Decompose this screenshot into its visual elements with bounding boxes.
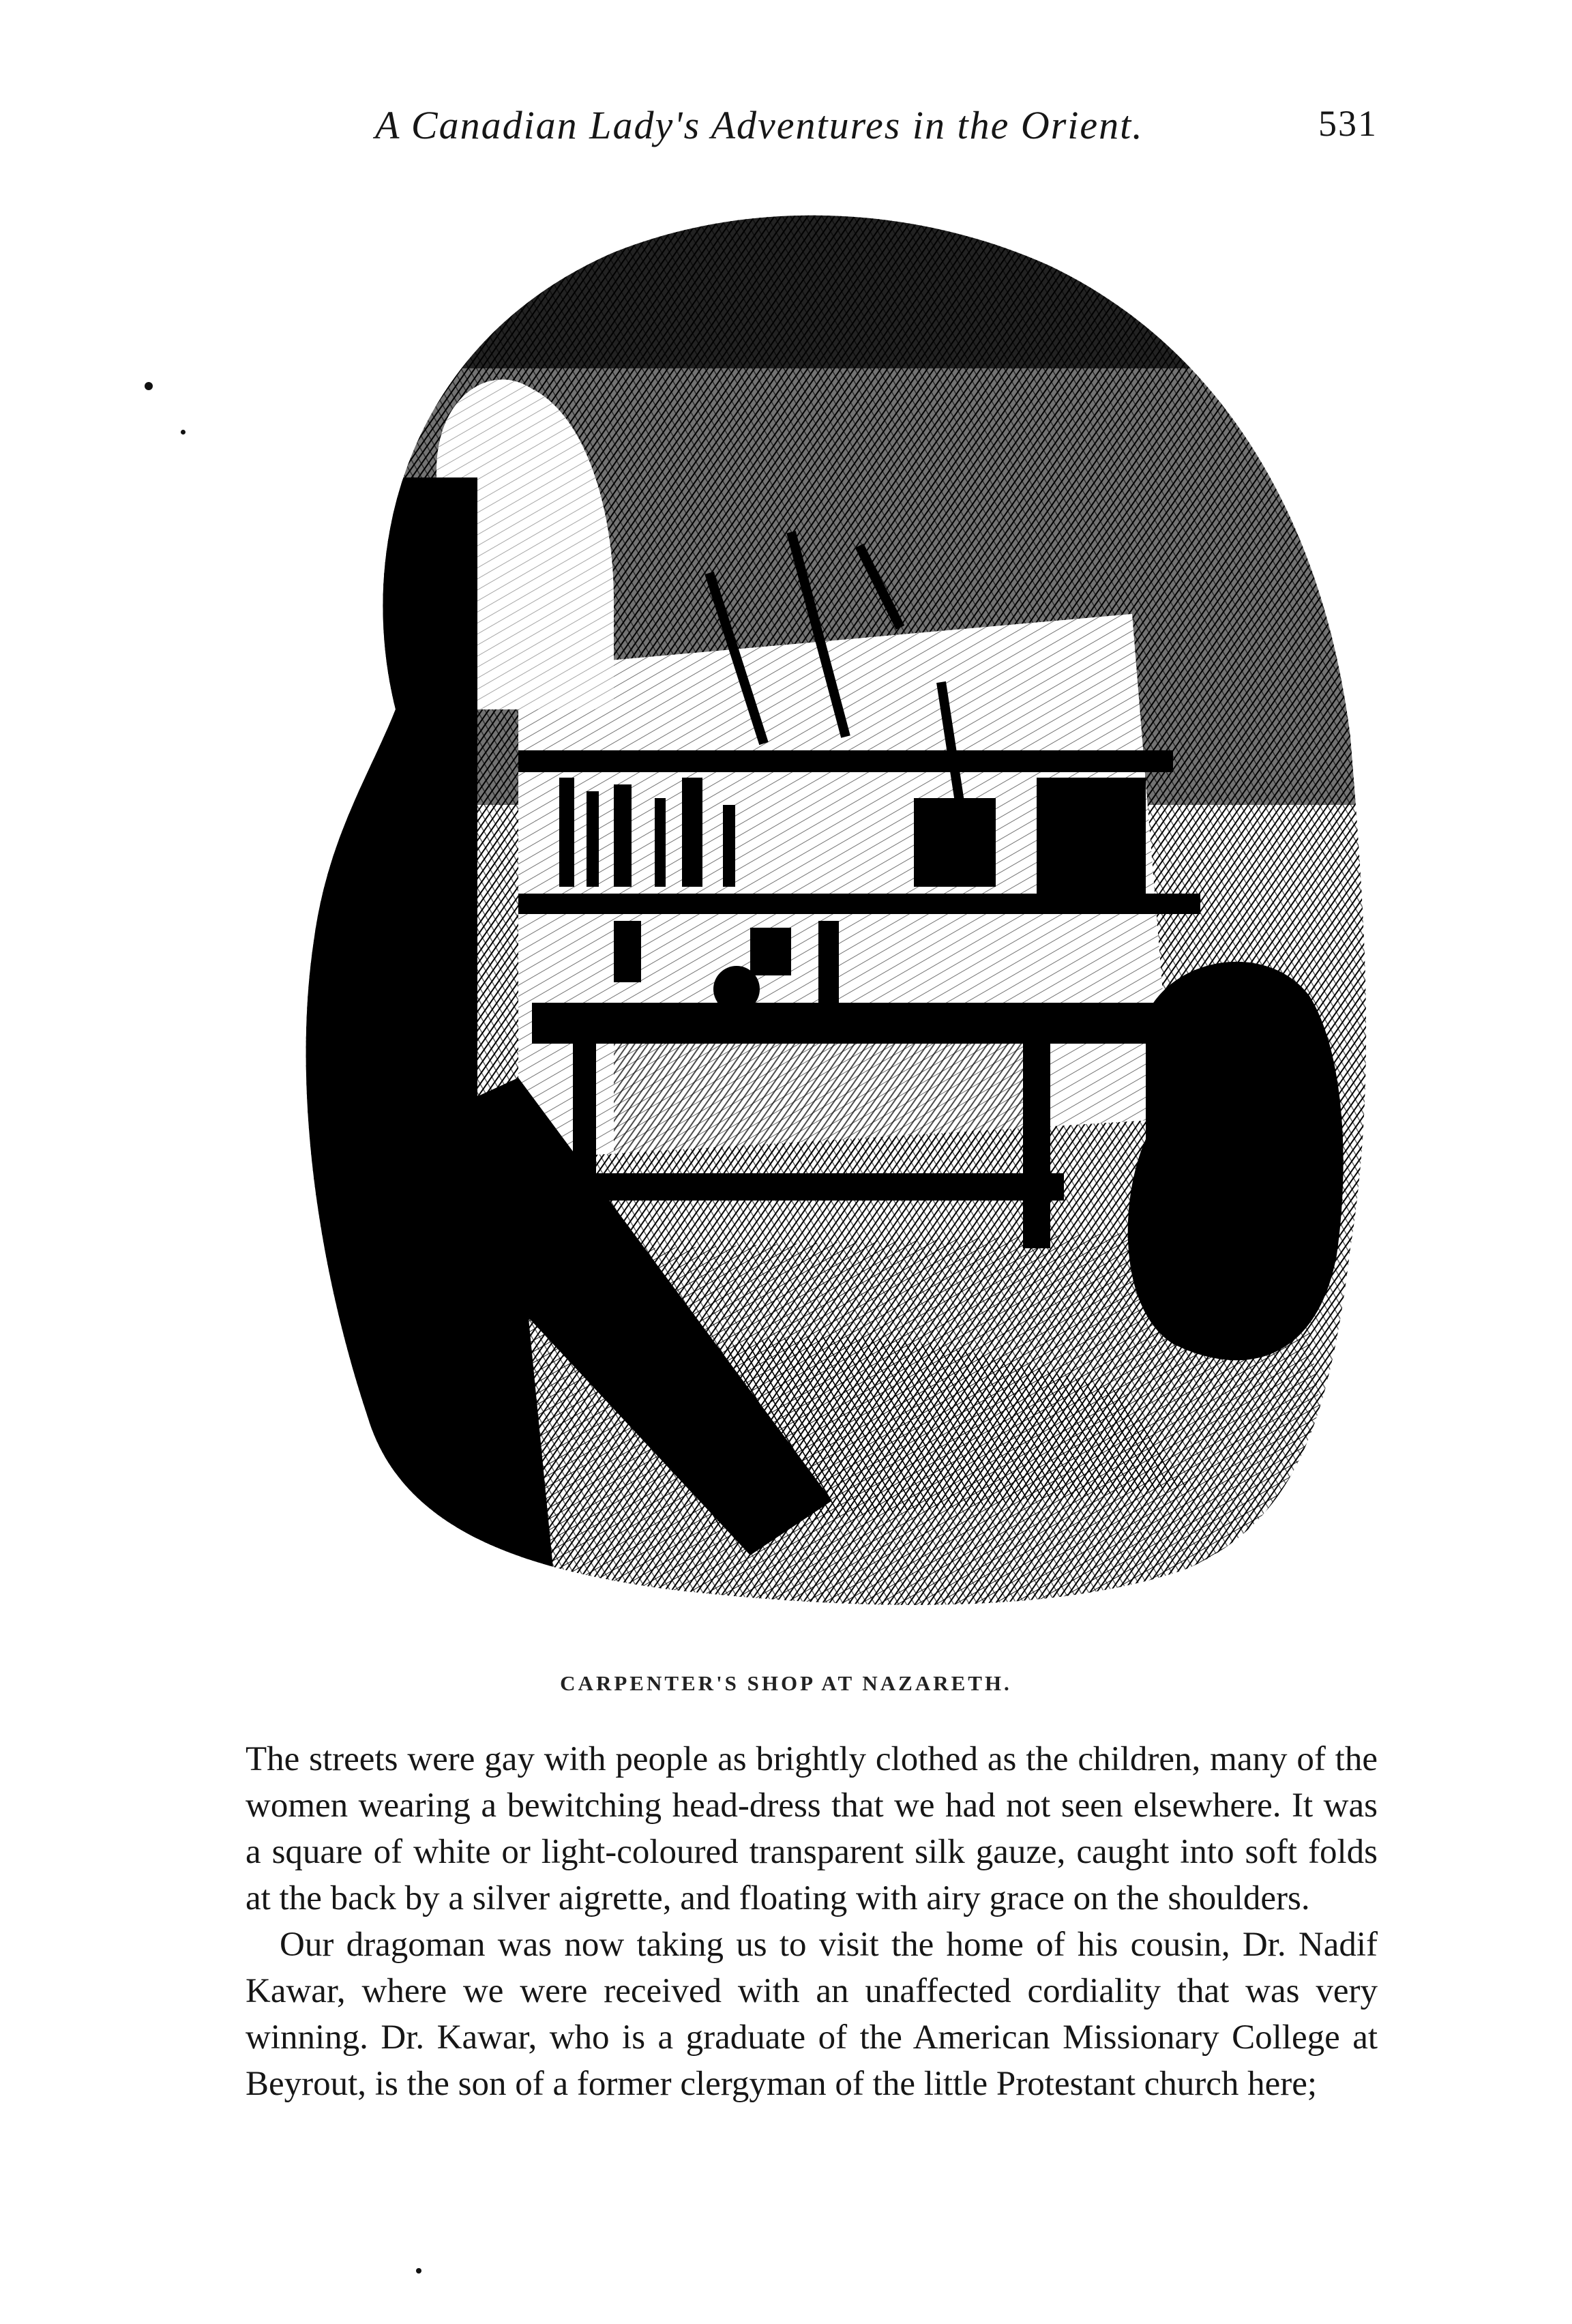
ink-speck bbox=[145, 382, 153, 390]
page-number: 531 bbox=[1318, 103, 1378, 144]
running-title: A Canadian Lady's Adventures in the Orient. bbox=[375, 103, 1144, 147]
illustration-caption: CARPENTER'S SHOP AT NAZARETH. bbox=[560, 1671, 1012, 1695]
paragraph-2: Our dragoman was now taking us to visit the home of his cousin, Dr. Nadif Kawar, where we were received with an unaffected cordiality that was very winning. Dr. Kawar, who is a graduate of the American Missionary College at Beyrout, is the son of a former clergyman of the little Protestant church here; bbox=[246, 1926, 1378, 2103]
running-head bbox=[246, 102, 1378, 164]
paragraph-1: The streets were gay with people as brightly clothed as the children, many of the women wearing a bewitching head-dress that we had not seen elsewhere. It was a square of white or light-coloured transparent silk gauze, caught into soft folds at the back by a silver aigrette, and floating with airy grace on the shoulders. bbox=[246, 1740, 1378, 1917]
carpenter-shop-engraving bbox=[232, 191, 1384, 1630]
ink-speck bbox=[416, 2268, 421, 2274]
engraving-image bbox=[232, 191, 1384, 1630]
ink-speck bbox=[181, 430, 186, 435]
body-text bbox=[246, 1736, 1378, 2107]
